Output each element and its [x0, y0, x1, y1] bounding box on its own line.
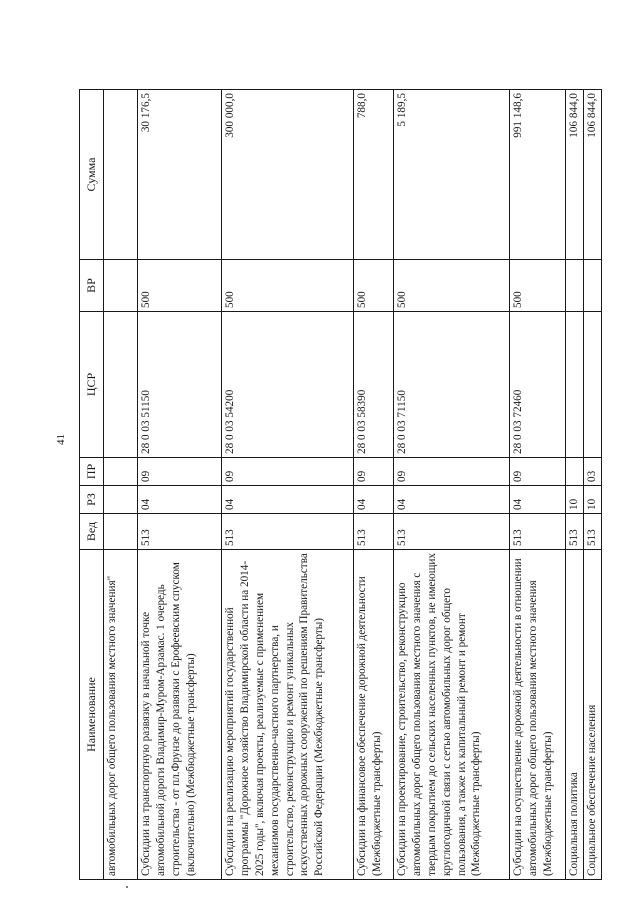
- cell-vr: 500: [394, 260, 510, 312]
- header-name: Наименование: [80, 550, 104, 880]
- header-csr: ЦСР: [80, 312, 104, 458]
- cell-name: Социальное обеспечение населения: [584, 550, 602, 880]
- header-ved: Вед: [80, 514, 104, 550]
- cell-ved: 513: [222, 514, 354, 550]
- cell-csr: 28 0 03 71150: [394, 312, 510, 458]
- cell-rz: 04: [222, 486, 354, 514]
- budget-table: [79, 89, 602, 880]
- cell-ved: 513: [584, 514, 602, 550]
- cell-pr: [104, 458, 138, 486]
- cell-sum: 106 844,0: [566, 90, 584, 260]
- scan-speck: [126, 886, 128, 888]
- cell-vr: 500: [510, 260, 566, 312]
- cell-csr: 28 0 03 58390: [354, 312, 394, 458]
- cell-sum: 106 844,0: [584, 90, 602, 260]
- cell-csr: [104, 312, 138, 458]
- cell-csr: [566, 312, 584, 458]
- page-number: 41: [55, 434, 67, 445]
- header-row: [80, 90, 104, 880]
- header-pr: ПР: [80, 458, 104, 486]
- cell-pr: 09: [354, 458, 394, 486]
- table-row: [584, 90, 602, 880]
- cell-rz: 10: [584, 486, 602, 514]
- cell-ved: 513: [138, 514, 222, 550]
- cell-sum: 991 148,6: [510, 90, 566, 260]
- cell-rz: 04: [354, 486, 394, 514]
- cell-rz: 04: [138, 486, 222, 514]
- table-row: [104, 90, 138, 880]
- cell-vr: [584, 260, 602, 312]
- cell-ved: [104, 514, 138, 550]
- cell-csr: 28 0 03 54200: [222, 312, 354, 458]
- table-row: [510, 90, 566, 880]
- cell-sum: 788,0: [354, 90, 394, 260]
- cell-csr: 28 0 03 51150: [138, 312, 222, 458]
- cell-vr: 500: [138, 260, 222, 312]
- rotated-table-wrapper: [79, 90, 601, 880]
- table-row: [566, 90, 584, 880]
- cell-ved: 513: [566, 514, 584, 550]
- cell-sum: 300 000,0: [222, 90, 354, 260]
- table-row: [354, 90, 394, 880]
- cell-vr: 500: [222, 260, 354, 312]
- cell-csr: 28 0 03 72460: [510, 312, 566, 458]
- table-row: [138, 90, 222, 880]
- cell-name: Субсидии на финансовое обеспечение дорожной деятельности (Межбюджетные трансферты): [354, 550, 394, 880]
- cell-name: Субсидии на реализацию мероприятий государственной программы "Дорожное хозяйство Владимирской области на 2014-2025 годы", включая проекты, реализуемые с применением механизмов государственно-частного партнерства, и строительство, реконструкцию и ремонт уникальных искусственных дорожных сооружений по решениям Правительства Российской Федерации (Межбюджетные трансферты): [222, 550, 354, 880]
- cell-pr: 03: [584, 458, 602, 486]
- cell-name: Субсидии на осуществление дорожной деятельности в отношении автомобильных дорог общего пользования местного значения (Межбюджетные трансферты): [510, 550, 566, 880]
- header-rz: РЗ: [80, 486, 104, 514]
- cell-sum: 5 189,5: [394, 90, 510, 260]
- cell-vr: [104, 260, 138, 312]
- cell-pr: 09: [510, 458, 566, 486]
- cell-ved: 513: [394, 514, 510, 550]
- cell-pr: [566, 458, 584, 486]
- header-vr: ВР: [80, 260, 104, 312]
- cell-rz: 10: [566, 486, 584, 514]
- cell-rz: 04: [394, 486, 510, 514]
- cell-name: Социальная политика: [566, 550, 584, 880]
- cell-rz: 04: [510, 486, 566, 514]
- cell-name: Субсидии на проектирование, строительство, реконструкцию автомобильных дорог общего пользования местного значения с твердым покрытием до сельских населенных пунктов, не имеющих круглогодичной связи с сетью автомобильных дорог общего пользования, а также их капитальный ремонт и ремонт (Межбюджетные трансферты): [394, 550, 510, 880]
- cell-rz: [104, 486, 138, 514]
- cell-name: автомобильных дорог общего пользования местного значения": [104, 550, 138, 880]
- cell-csr: [584, 312, 602, 458]
- header-sum: Сумма: [80, 90, 104, 260]
- cell-sum: [104, 90, 138, 260]
- cell-vr: 500: [354, 260, 394, 312]
- cell-pr: 09: [138, 458, 222, 486]
- cell-ved: 513: [510, 514, 566, 550]
- cell-ved: 513: [354, 514, 394, 550]
- cell-vr: [566, 260, 584, 312]
- table-row: [394, 90, 510, 880]
- cell-pr: 09: [394, 458, 510, 486]
- cell-pr: 09: [222, 458, 354, 486]
- table-row: [222, 90, 354, 880]
- cell-sum: 30 176,5: [138, 90, 222, 260]
- cell-name: Субсидии на транспортную развязку в начальной точке автомобильной дороги Владимир-Муром-Арзамас. 1 очередь строительства - от пл.Фрунзе до развязки с Ерофеевским спуском (включительно) (Межбюджетные трансферты): [138, 550, 222, 880]
